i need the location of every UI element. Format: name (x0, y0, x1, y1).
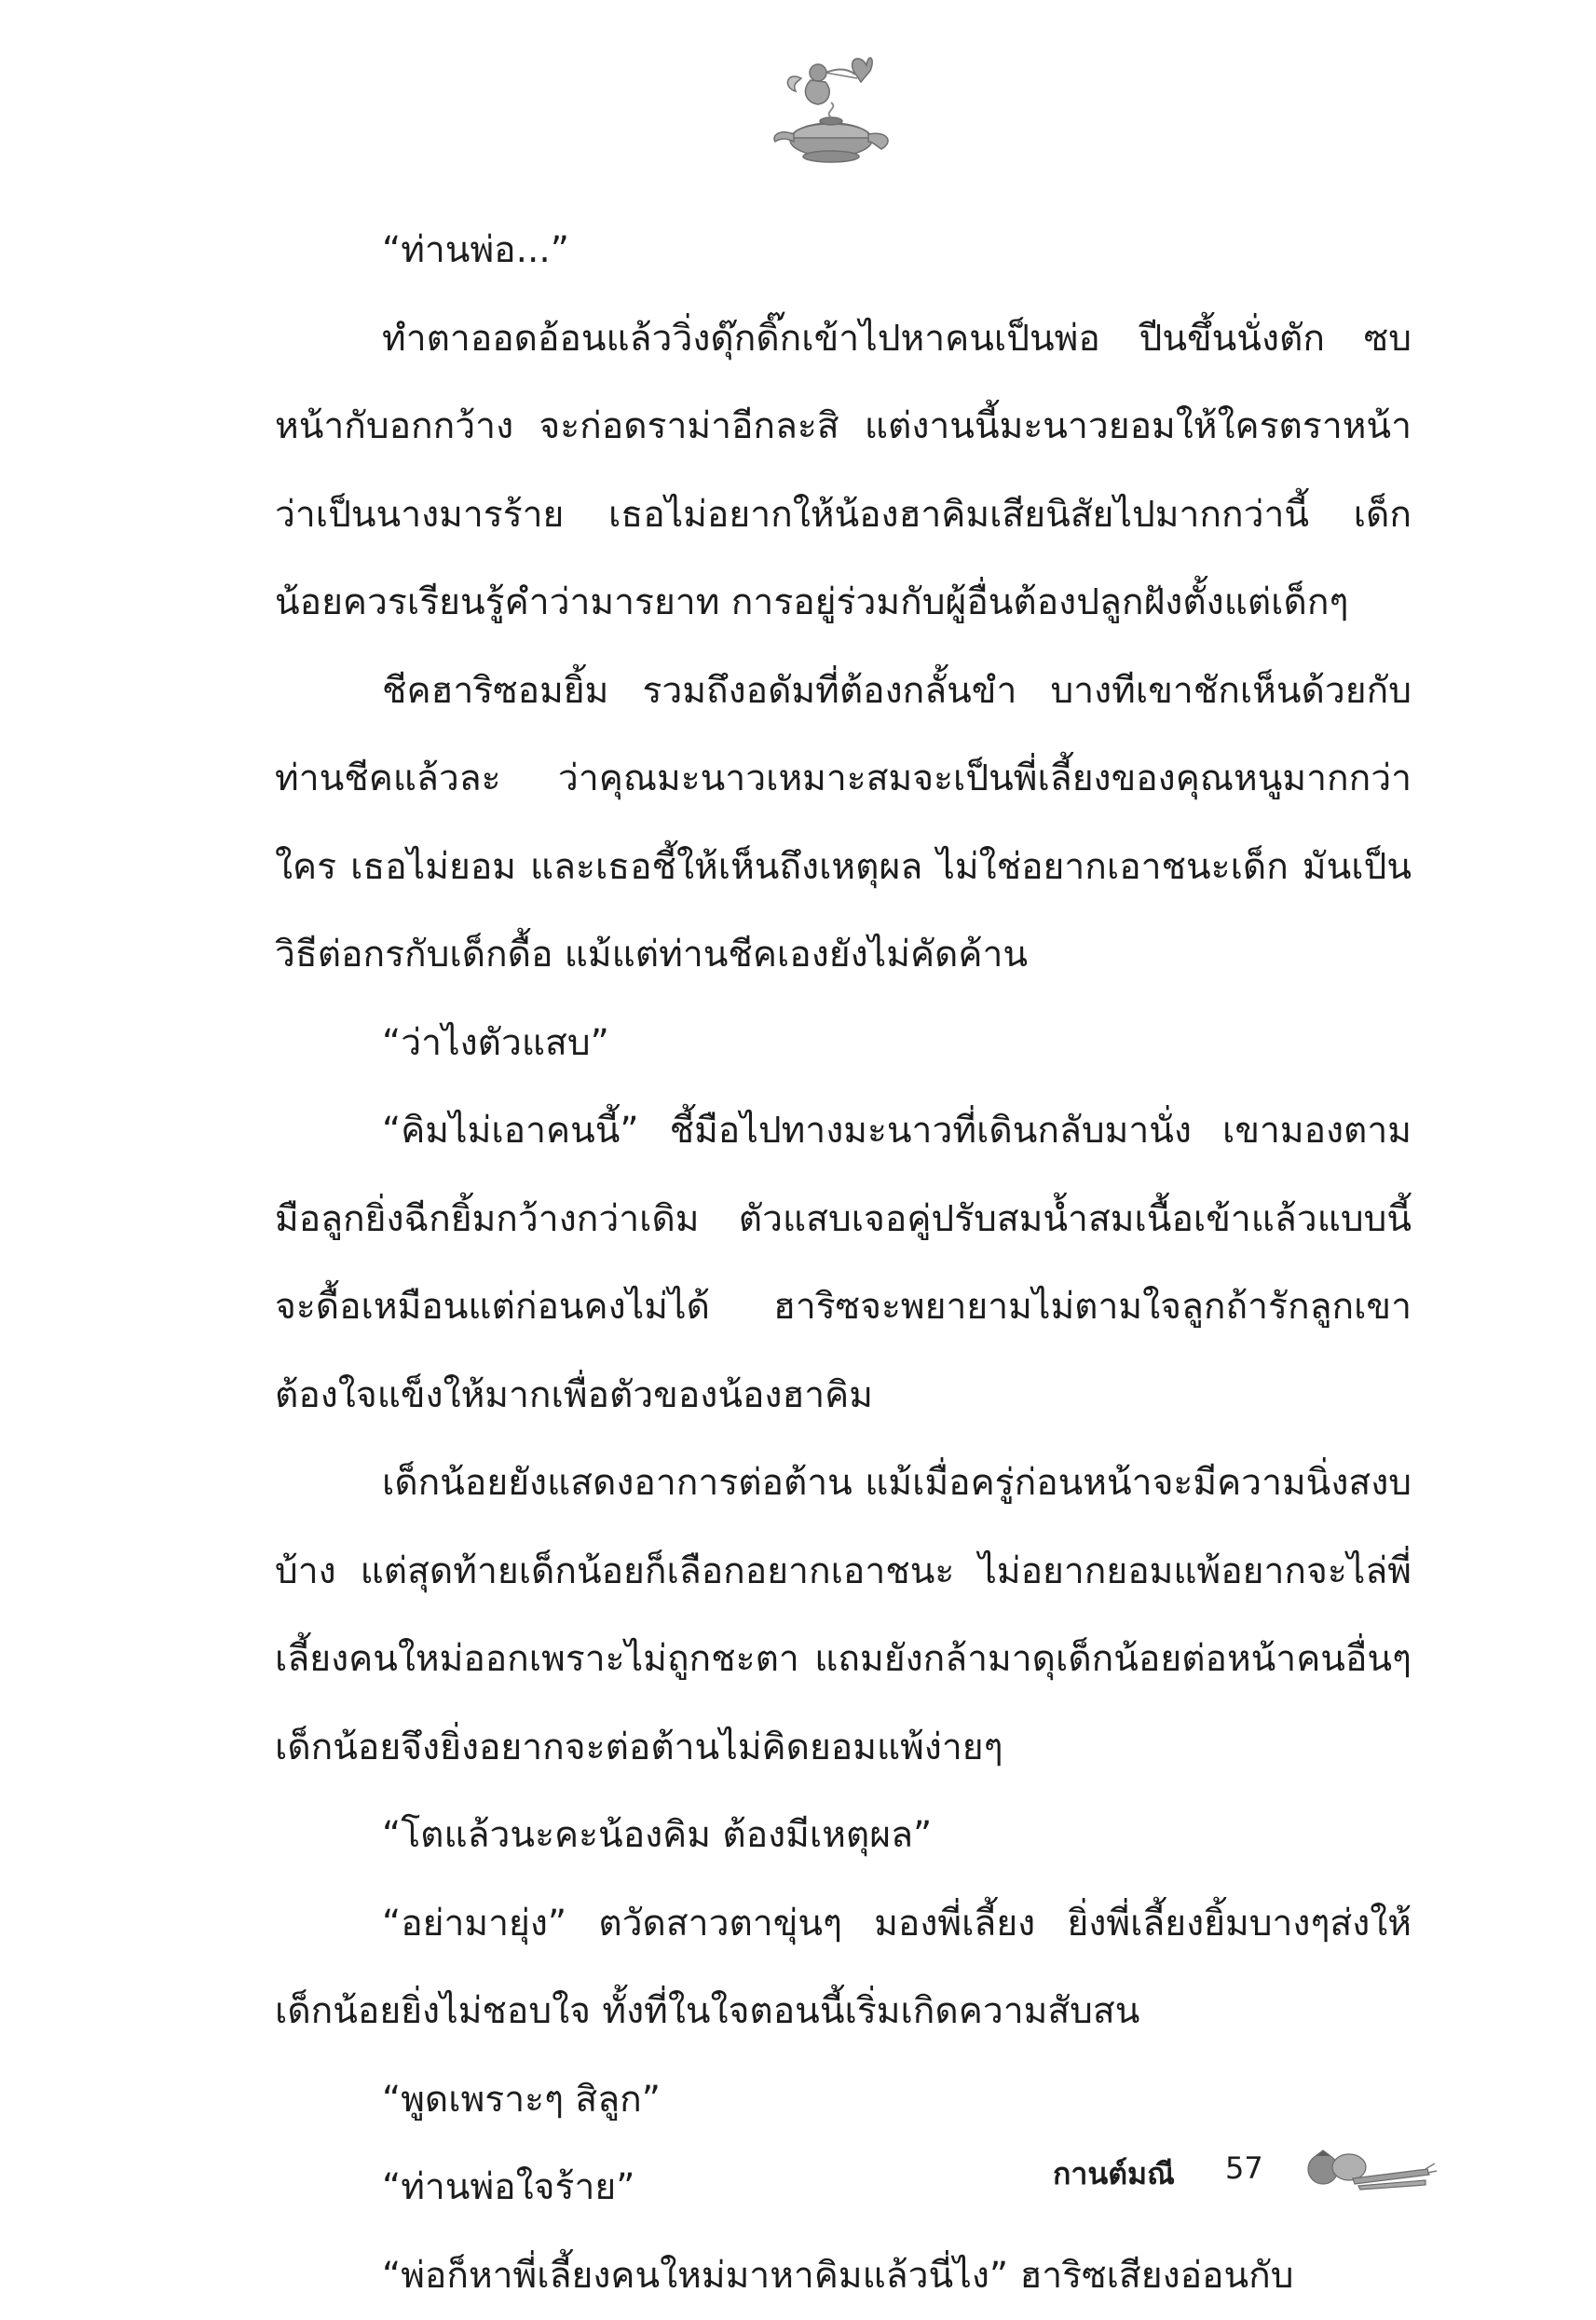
paragraph: “อย่ามายุ่ง” ตวัดสาวตาขุ่นๆ มองพี่เลี้ยง ยิ่งพี่เลี้ยงยิ้มบางๆส่งให้ เด็กน้อยยิ่งไม่ชอบใจ ทั้งที่ในใจตอนนี้เริ่มเกิดความสับสน (275, 1880, 1412, 2056)
paragraph: “พูดเพราะๆ สิลูก” (275, 2056, 1412, 2145)
paragraph: ทำตาออดอ้อนแล้ววิ่งดุ๊กดิ๊กเข้าไปหาคนเป็นพ่อ ปีนขึ้นนั่งตัก ซบหน้ากับอกกว้าง จะก่อดราม่าอีกละสิ แต่งานนี้มะนาวยอมให้ใครตราหน้าว่าเป็นนางมารร้าย เธอไม่อยากให้น้องฮาคิมเสียนิสัยไปมากกว่านี้ เด็กน้อยควรเรียนรู้คำว่ามารยาท การอยู่ร่วมกับผู้อื่นต้องปลูกฝังตั้งแต่เด็กๆ (275, 295, 1412, 648)
vegetables-ornament-icon (1297, 2141, 1437, 2197)
paragraph: เด็กน้อยยังแสดงอาการต่อต้าน แม้เมื่อครู่ก่อนหน้าจะมีความนิ่งสงบบ้าง แต่สุดท้ายเด็กน้อยก็เลือกอยากเอาชนะ ไม่อยากยอมแพ้อยากจะไล่พี่เลี้ยงคนใหม่ออกเพราะไม่ถูกชะตา แถมยังกล้ามาดุเด็กน้อยต่อหน้าคนอื่นๆ เด็กน้อยจึงยิ่งอยากจะต่อต้านไม่คิดยอมแพ้ง่ายๆ (275, 1440, 1412, 1792)
paragraph: “ท่านพ่อ...” (275, 207, 1412, 295)
paragraph: “ท่านพ่อใจร้าย” (275, 2144, 1412, 2232)
paragraph: ชีคฮาริซอมยิ้ม รวมถึงอดัมที่ต้องกลั้นขำ บางทีเขาชักเห็นด้วยกับท่านชีคแล้วละ ว่าคุณมะนาวเหมาะสมจะเป็นพี่เลี้ยงของคุณหนูมากกว่าใคร เธอไม่ยอม และเธอชี้ให้เห็นถึงเหตุผล ไม่ใช่อยากเอาชนะเด็ก มันเป็นวิธีต่อกรกับเด็กดื้อ แม้แต่ท่านชีคเองยังไม่คัดค้าน (275, 648, 1412, 1000)
page-footer (1053, 2136, 1444, 2210)
teapot-cupid-ornament-icon (764, 45, 904, 175)
book-title: กานต์มณี (1053, 2150, 1175, 2198)
paragraph: “คิมไม่เอาคนนี้” ชี้มือไปทางมะนาวที่เดินกลับมานั่ง เขามองตามมือลูกยิ่งฉีกยิ้มกว้างกว่าเดิม ตัวแสบเจอคู่ปรับสมน้ำสมเนื้อเข้าแล้วแบบนี้จะดื้อเหมือนแต่ก่อนคงไม่ได้ ฮาริซจะพยายามไม่ตามใจลูกถ้ารักลูกเขาต้องใจแข็งให้มากเพื่อตัวของน้องฮาคิม (275, 1087, 1412, 1440)
page-number: 57 (1225, 2150, 1263, 2186)
paragraph: “ว่าไงตัวแสบ” (275, 1000, 1412, 1088)
novel-body-text (275, 207, 1412, 2320)
paragraph: “พ่อก็หาพี่เลี้ยงคนใหม่มาหาคิมแล้วนี่ไง” ฮาริซเสียงอ่อนกับ (275, 2232, 1412, 2320)
paragraph: “โตแล้วนะคะน้องคิม ต้องมีเหตุผล” (275, 1792, 1412, 1880)
